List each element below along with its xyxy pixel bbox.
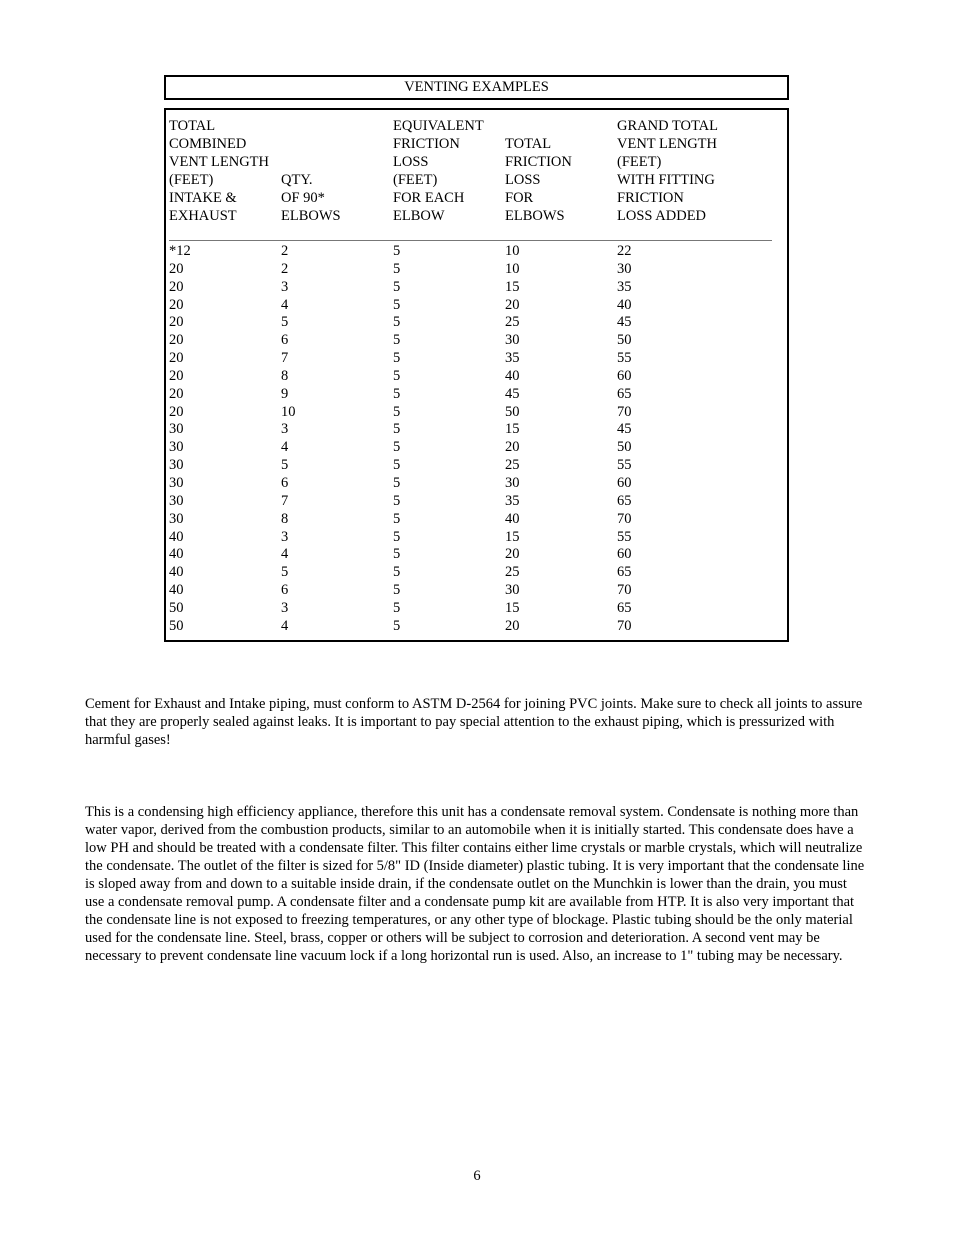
table-cell: 40 xyxy=(169,564,184,581)
condensate-paragraph: This is a condensing high efficiency appliance, therefore this unit has a condensate removal system. Condensate is nothing more than water vapor, derived from the combustion products, similar to an automobile when it is initially started. This condensate does have a low PH and should be treated with a condensate filter. This filter contains either lime crystals or marble crystals, which will neutralize the condensate. The outlet of the filter is sized for 5/8" ID (Inside diameter) plastic tubing. It is very important that the condensate line is sloped away from and down to a suitable inside drain, if the condensate outlet on the Munchkin is lower than the drain, you must use a condensate removal pump. A condensate filter and a condensate pump kit are available from HTP. It is also very important that the condensate line is not exposed to freezing temperatures, or any other type of blockage. Plastic tubing should be the only material used for the condensate line. Steel, brass, copper or others will be subject to corrosion and deterioration. A second vent may be necessary to prevent condensate line vacuum lock if a long horizontal run is used. Also, an increase to 1" tubing may be necessary. xyxy=(85,804,865,964)
header-line: (FEET) xyxy=(169,172,214,188)
table-cell: 60 xyxy=(617,546,632,563)
table-cell: 15 xyxy=(505,528,520,545)
table-row xyxy=(166,297,787,315)
table-cell: 6 xyxy=(281,582,289,599)
table-cell: 65 xyxy=(617,564,632,581)
table-cell: 3 xyxy=(281,421,289,438)
header-line: OF 90* xyxy=(281,190,325,206)
table-row xyxy=(166,493,787,511)
table-cell: 20 xyxy=(505,617,520,634)
header-line xyxy=(281,117,341,135)
table-cell: 22 xyxy=(617,243,632,259)
table-row xyxy=(166,475,787,493)
table-cell: 30 xyxy=(505,474,520,491)
header-line: EXHAUST xyxy=(169,208,237,224)
table-cell: 40 xyxy=(169,582,184,599)
table-cell: 50 xyxy=(617,439,632,456)
table-cell: 20 xyxy=(505,296,520,313)
header-line: WITH FITTING xyxy=(617,172,715,188)
table-cell: 4 xyxy=(281,439,289,456)
table-cell: 2 xyxy=(281,243,289,259)
table-cell: 20 xyxy=(169,332,184,349)
header-line: (FEET) xyxy=(393,172,438,188)
header-grand-total-vent-length xyxy=(617,117,718,225)
header-divider xyxy=(169,240,772,241)
header-line: FRICTION xyxy=(505,154,572,170)
table-cell: 20 xyxy=(169,367,184,384)
table-row xyxy=(166,439,787,457)
table-cell: 30 xyxy=(169,457,184,474)
header-line: FRICTION xyxy=(617,190,684,206)
table-cell: 30 xyxy=(169,510,184,527)
table-cell: 70 xyxy=(617,403,632,420)
table-cell: 55 xyxy=(617,350,632,367)
table-cell: 5 xyxy=(393,528,401,545)
table-cell: 15 xyxy=(505,421,520,438)
table-cell: 25 xyxy=(505,314,520,331)
table-cell: 10 xyxy=(281,403,296,420)
table-cell: 5 xyxy=(393,314,401,331)
table-cell: 35 xyxy=(505,350,520,367)
table-cell: 5 xyxy=(281,457,289,474)
table-cell: 30 xyxy=(505,332,520,349)
table-row xyxy=(166,600,787,618)
header-line: FOR xyxy=(505,190,534,206)
table-row xyxy=(166,546,787,564)
table-row xyxy=(166,368,787,386)
table-cell: 70 xyxy=(617,510,632,527)
header-line: TOTAL xyxy=(505,136,552,152)
table-cell: 25 xyxy=(505,564,520,581)
table-cell: 10 xyxy=(505,243,520,259)
table-cell: 65 xyxy=(617,492,632,509)
table-cell: 70 xyxy=(617,617,632,634)
table-cell: 30 xyxy=(169,439,184,456)
table-cell: 5 xyxy=(393,599,401,616)
table-cell: 20 xyxy=(169,350,184,367)
table-cell: 5 xyxy=(393,582,401,599)
table-cell: 3 xyxy=(281,599,289,616)
table-cell: 5 xyxy=(393,403,401,420)
table-cell: 5 xyxy=(393,510,401,527)
table-cell: 3 xyxy=(281,528,289,545)
table-cell: 8 xyxy=(281,367,289,384)
header-qty-elbows xyxy=(281,117,341,225)
header-line: EQUIVALENT xyxy=(393,118,484,134)
table-cell: 5 xyxy=(393,439,401,456)
header-line: (FEET) xyxy=(617,154,662,170)
table-cell: 45 xyxy=(617,421,632,438)
table-cell: 4 xyxy=(281,617,289,634)
table-cell: 20 xyxy=(169,260,184,277)
header-equivalent-friction-loss xyxy=(393,117,484,225)
header-line: ELBOWS xyxy=(281,208,341,224)
table-cell: 5 xyxy=(393,332,401,349)
table-cell: 5 xyxy=(393,617,401,634)
table-row xyxy=(166,529,787,547)
header-line xyxy=(281,153,341,171)
header-line: VENT LENGTH xyxy=(169,154,270,170)
table-cell: 65 xyxy=(617,385,632,402)
table-cell: 65 xyxy=(617,599,632,616)
table-cell: 50 xyxy=(505,403,520,420)
table-cell: 40 xyxy=(617,296,632,313)
table-cell: 35 xyxy=(505,492,520,509)
table-cell: 5 xyxy=(393,492,401,509)
table-cell: 25 xyxy=(505,457,520,474)
table-cell: 2 xyxy=(281,260,289,277)
table-cell: 50 xyxy=(169,599,184,616)
table-cell: 5 xyxy=(281,564,289,581)
table-row xyxy=(166,564,787,582)
table-row xyxy=(166,350,787,368)
table-cell: 20 xyxy=(169,278,184,295)
header-line xyxy=(281,135,341,153)
header-line: QTY. xyxy=(281,172,313,188)
table-cell: 30 xyxy=(169,474,184,491)
table-cell: 10 xyxy=(505,260,520,277)
table-cell: 5 xyxy=(393,546,401,563)
table-title: VENTING EXAMPLES xyxy=(164,75,789,100)
table-row xyxy=(166,314,787,332)
table-cell: 8 xyxy=(281,510,289,527)
table-cell: 3 xyxy=(281,278,289,295)
table-cell: 60 xyxy=(617,474,632,491)
table-cell: 5 xyxy=(393,421,401,438)
table-cell: 5 xyxy=(281,314,289,331)
header-line: COMBINED xyxy=(169,136,247,152)
table-cell: 30 xyxy=(617,260,632,277)
table-row xyxy=(166,421,787,439)
header-line: LOSS xyxy=(505,172,541,188)
table-row xyxy=(166,404,787,422)
table-cell: 40 xyxy=(505,510,520,527)
table-cell: *12 xyxy=(169,243,191,259)
table-cell: 5 xyxy=(393,474,401,491)
table-cell: 60 xyxy=(617,367,632,384)
table-row xyxy=(166,511,787,529)
table-cell: 40 xyxy=(169,528,184,545)
table-row xyxy=(166,261,787,279)
table-cell: 5 xyxy=(393,243,401,259)
table-cell: 35 xyxy=(617,278,632,295)
header-line: FOR EACH xyxy=(393,190,465,206)
table-cell: 20 xyxy=(169,385,184,402)
header-total-combined-vent-length xyxy=(169,117,269,225)
table-cell: 45 xyxy=(617,314,632,331)
table-row xyxy=(166,279,787,297)
table-cell: 30 xyxy=(169,421,184,438)
table-row xyxy=(166,582,787,600)
table-row xyxy=(166,243,787,261)
table-cell: 15 xyxy=(505,278,520,295)
table-cell: 5 xyxy=(393,457,401,474)
header-line: GRAND TOTAL xyxy=(617,118,719,134)
table-cell: 30 xyxy=(505,582,520,599)
table-cell: 5 xyxy=(393,260,401,277)
table-cell: 20 xyxy=(169,314,184,331)
table-row xyxy=(166,332,787,350)
table-cell: 5 xyxy=(393,296,401,313)
table-cell: 4 xyxy=(281,546,289,563)
table-cell: 55 xyxy=(617,528,632,545)
table-cell: 50 xyxy=(169,617,184,634)
table-row xyxy=(166,386,787,404)
table-cell: 20 xyxy=(505,546,520,563)
table-cell: 55 xyxy=(617,457,632,474)
table-cell: 70 xyxy=(617,582,632,599)
table-cell: 5 xyxy=(393,278,401,295)
table-body xyxy=(166,243,787,636)
table-cell: 50 xyxy=(617,332,632,349)
header-line: VENT LENGTH xyxy=(617,136,718,152)
table-cell: 9 xyxy=(281,385,289,402)
table-cell: 40 xyxy=(505,367,520,384)
table-cell: 6 xyxy=(281,332,289,349)
header-total-friction-loss xyxy=(505,117,572,225)
header-line: TOTAL xyxy=(169,118,216,134)
table-row xyxy=(166,618,787,636)
table-cell: 5 xyxy=(393,367,401,384)
venting-table xyxy=(164,108,789,642)
cement-paragraph: Cement for Exhaust and Intake piping, must conform to ASTM D-2564 for joining PVC joints. Make sure to check all joints to assure that they are properly sealed against leaks. It is important to pay special attention to the exhaust piping, which is pressurized with harmful gases! xyxy=(85,696,863,748)
table-cell: 5 xyxy=(393,350,401,367)
table-cell: 5 xyxy=(393,564,401,581)
table-cell: 45 xyxy=(505,385,520,402)
header-line: LOSS xyxy=(393,154,429,170)
table-cell: 20 xyxy=(169,403,184,420)
table-cell: 7 xyxy=(281,492,289,509)
header-line: ELBOW xyxy=(393,208,445,224)
table-row xyxy=(166,457,787,475)
table-cell: 40 xyxy=(169,546,184,563)
table-cell: 15 xyxy=(505,599,520,616)
table-cell: 5 xyxy=(393,385,401,402)
header-line: LOSS ADDED xyxy=(617,208,707,224)
table-cell: 30 xyxy=(169,492,184,509)
table-cell: 20 xyxy=(505,439,520,456)
header-line: ELBOWS xyxy=(505,208,565,224)
header-line: INTAKE & xyxy=(169,190,237,206)
table-cell: 4 xyxy=(281,296,289,313)
table-cell: 7 xyxy=(281,350,289,367)
table-cell: 20 xyxy=(169,296,184,313)
header-line xyxy=(505,117,572,135)
header-line: FRICTION xyxy=(393,136,460,152)
page-number: 6 xyxy=(473,1168,481,1184)
table-cell: 6 xyxy=(281,474,289,491)
